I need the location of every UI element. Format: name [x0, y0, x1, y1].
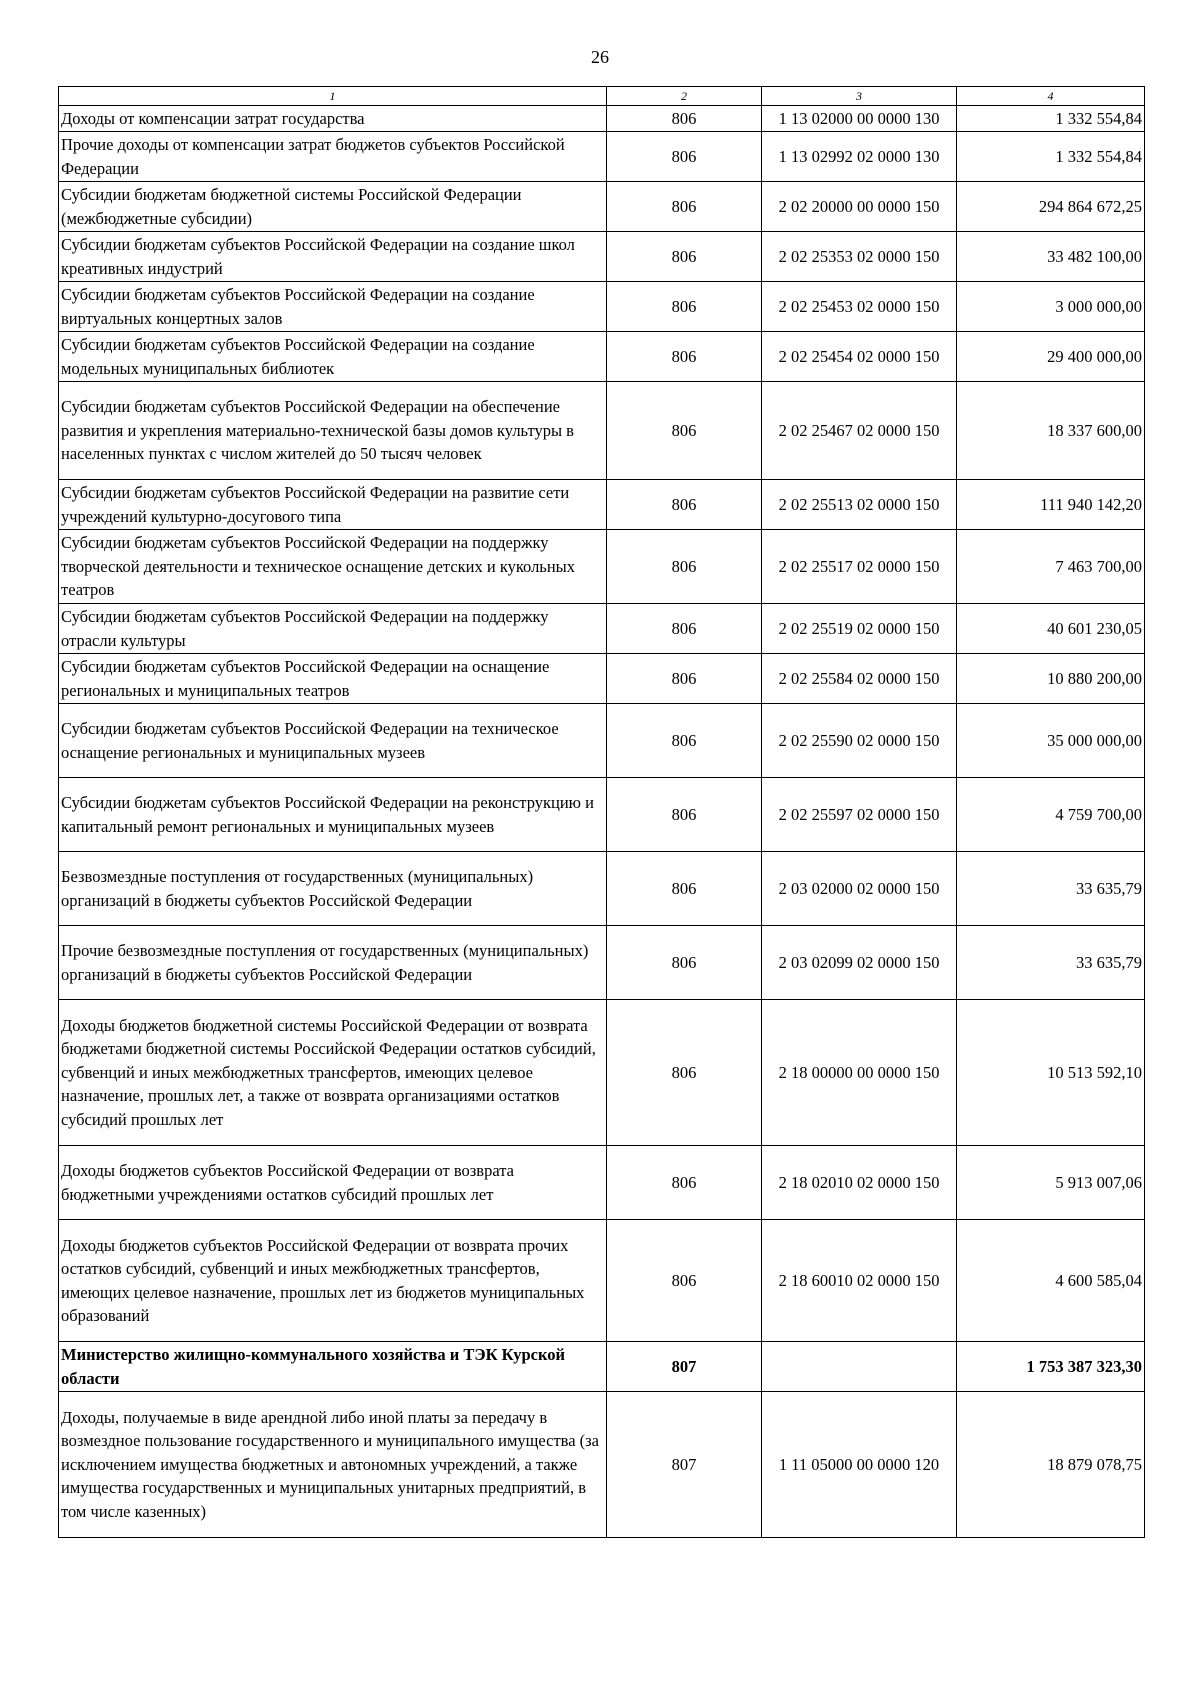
- row-budget-code: 2 02 25454 02 0000 150: [762, 332, 957, 382]
- table-row: [59, 480, 1145, 530]
- header-col-2: 2: [607, 87, 762, 106]
- row-admin-code: 806: [607, 382, 762, 480]
- row-budget-code: 2 02 25467 02 0000 150: [762, 382, 957, 480]
- row-budget-code: 2 02 25519 02 0000 150: [762, 604, 957, 654]
- row-amount: 294 864 672,25: [957, 182, 1145, 232]
- table-row: [59, 232, 1145, 282]
- row-admin-code: 806: [607, 282, 762, 332]
- row-amount: 10 880 200,00: [957, 654, 1145, 704]
- table-row: [59, 182, 1145, 232]
- row-budget-code: 2 02 25513 02 0000 150: [762, 480, 957, 530]
- row-budget-code: 2 03 02000 02 0000 150: [762, 852, 957, 926]
- row-amount: 4 759 700,00: [957, 778, 1145, 852]
- row-budget-code: 2 02 25517 02 0000 150: [762, 530, 957, 604]
- row-admin-code: 806: [607, 778, 762, 852]
- row-name: Субсидии бюджетам субъектов Российской Федерации на создание модельных муниципальных библиотек: [59, 332, 607, 382]
- row-admin-code: 806: [607, 232, 762, 282]
- row-budget-code: [762, 1342, 957, 1392]
- row-amount: 3 000 000,00: [957, 282, 1145, 332]
- row-admin-code: 806: [607, 926, 762, 1000]
- row-name: Субсидии бюджетам субъектов Российской Федерации на реконструкцию и капитальный ремонт региональных и муниципальных музеев: [59, 778, 607, 852]
- row-amount: 7 463 700,00: [957, 530, 1145, 604]
- row-budget-code: 1 11 05000 00 0000 120: [762, 1392, 957, 1538]
- page-number: 26: [591, 47, 609, 67]
- row-name: Безвозмездные поступления от государственных (муниципальных) организаций в бюджеты субъектов Российской Федерации: [59, 852, 607, 926]
- row-name: Субсидии бюджетам бюджетной системы Российской Федерации (межбюджетные субсидии): [59, 182, 607, 232]
- row-admin-code: 806: [607, 1220, 762, 1342]
- row-admin-code: 806: [607, 480, 762, 530]
- row-budget-code: 2 02 25584 02 0000 150: [762, 654, 957, 704]
- row-name: Субсидии бюджетам субъектов Российской Федерации на поддержку отрасли культуры: [59, 604, 607, 654]
- header-row: [59, 87, 1145, 106]
- header-col-1: 1: [59, 87, 607, 106]
- table-row: [59, 132, 1145, 182]
- header-col-3: 3: [762, 87, 957, 106]
- row-budget-code: 2 18 60010 02 0000 150: [762, 1220, 957, 1342]
- row-amount: 33 482 100,00: [957, 232, 1145, 282]
- row-name: Доходы бюджетов субъектов Российской Федерации от возврата бюджетными учреждениями остатков субсидий прошлых лет: [59, 1146, 607, 1220]
- row-amount: 35 000 000,00: [957, 704, 1145, 778]
- table-row: [59, 1342, 1145, 1392]
- row-amount: 33 635,79: [957, 852, 1145, 926]
- row-amount: 5 913 007,06: [957, 1146, 1145, 1220]
- revenue-table: [58, 86, 1145, 1538]
- row-admin-code: 806: [607, 604, 762, 654]
- row-budget-code: 2 02 25353 02 0000 150: [762, 232, 957, 282]
- table-row: [59, 332, 1145, 382]
- row-name: Субсидии бюджетам субъектов Российской Федерации на создание школ креативных индустрий: [59, 232, 607, 282]
- row-name: Субсидии бюджетам субъектов Российской Федерации на поддержку творческой деятельности и техническое оснащение детских и кукольных театров: [59, 530, 607, 604]
- table-row: [59, 106, 1145, 132]
- table-row: [59, 1000, 1145, 1146]
- row-admin-code: 806: [607, 530, 762, 604]
- table-row: [59, 1146, 1145, 1220]
- row-admin-code: 806: [607, 654, 762, 704]
- row-admin-code: 806: [607, 332, 762, 382]
- row-budget-code: 2 02 25590 02 0000 150: [762, 704, 957, 778]
- row-name: Субсидии бюджетам субъектов Российской Федерации на техническое оснащение региональных и муниципальных музеев: [59, 704, 607, 778]
- row-name: Субсидии бюджетам субъектов Российской Федерации на обеспечение развития и укрепления материально-технической базы домов культуры в населенных пунктах с числом жителей до 50 тысяч человек: [59, 382, 607, 480]
- row-name: Субсидии бюджетам субъектов Российской Федерации на оснащение региональных и муниципальных театров: [59, 654, 607, 704]
- table-row: [59, 1392, 1145, 1538]
- row-admin-code: 806: [607, 852, 762, 926]
- row-name: Прочие доходы от компенсации затрат бюджетов субъектов Российской Федерации: [59, 132, 607, 182]
- row-admin-code: 806: [607, 182, 762, 232]
- table-row: [59, 530, 1145, 604]
- row-admin-code: 806: [607, 1146, 762, 1220]
- row-name: Доходы, получаемые в виде арендной либо иной платы за передачу в возмездное пользование государственного и муниципального имущества (за исключением имущества бюджетных и автономных учреждений, а также имущества государственных и муниципальных унитарных предприятий, в том числе казенных): [59, 1392, 607, 1538]
- row-admin-code: 806: [607, 132, 762, 182]
- row-name: Доходы бюджетов бюджетной системы Российской Федерации от возврата бюджетами бюджетной системы Российской Федерации остатков субсидий, субвенций и иных межбюджетных трансфертов, имеющих целевое назначение, прошлых лет, а также от возврата организациями остатков субсидий прошлых лет: [59, 1000, 607, 1146]
- row-amount: 1 753 387 323,30: [957, 1342, 1145, 1392]
- row-amount: 18 879 078,75: [957, 1392, 1145, 1538]
- row-amount: 1 332 554,84: [957, 106, 1145, 132]
- table-row: [59, 704, 1145, 778]
- row-admin-code: 806: [607, 1000, 762, 1146]
- row-amount: 111 940 142,20: [957, 480, 1145, 530]
- row-name: Доходы от компенсации затрат государства: [59, 106, 607, 132]
- row-budget-code: 1 13 02992 02 0000 130: [762, 132, 957, 182]
- table-row: [59, 778, 1145, 852]
- row-admin-code: 807: [607, 1342, 762, 1392]
- row-budget-code: 2 02 20000 00 0000 150: [762, 182, 957, 232]
- table-row: [59, 604, 1145, 654]
- row-budget-code: 2 18 00000 00 0000 150: [762, 1000, 957, 1146]
- table-row: [59, 282, 1145, 332]
- row-amount: 40 601 230,05: [957, 604, 1145, 654]
- row-name: Доходы бюджетов субъектов Российской Федерации от возврата прочих остатков субсидий, субвенций и иных межбюджетных трансфертов, имеющих целевое назначение, прошлых лет из бюджетов муниципальных образований: [59, 1220, 607, 1342]
- row-admin-code: 806: [607, 106, 762, 132]
- row-amount: 33 635,79: [957, 926, 1145, 1000]
- row-name: Министерство жилищно-коммунального хозяйства и ТЭК Курской области: [59, 1342, 607, 1392]
- table-row: [59, 382, 1145, 480]
- row-amount: 29 400 000,00: [957, 332, 1145, 382]
- row-admin-code: 806: [607, 704, 762, 778]
- row-budget-code: 1 13 02000 00 0000 130: [762, 106, 957, 132]
- row-name: Субсидии бюджетам субъектов Российской Федерации на развитие сети учреждений культурно-досугового типа: [59, 480, 607, 530]
- row-budget-code: 2 02 25597 02 0000 150: [762, 778, 957, 852]
- row-admin-code: 807: [607, 1392, 762, 1538]
- table-row: [59, 1220, 1145, 1342]
- header-col-4: 4: [957, 87, 1145, 106]
- row-amount: 4 600 585,04: [957, 1220, 1145, 1342]
- table-row: [59, 654, 1145, 704]
- row-budget-code: 2 02 25453 02 0000 150: [762, 282, 957, 332]
- row-budget-code: 2 03 02099 02 0000 150: [762, 926, 957, 1000]
- row-budget-code: 2 18 02010 02 0000 150: [762, 1146, 957, 1220]
- row-name: Прочие безвозмездные поступления от государственных (муниципальных) организаций в бюджеты субъектов Российской Федерации: [59, 926, 607, 1000]
- row-amount: 18 337 600,00: [957, 382, 1145, 480]
- row-amount: 10 513 592,10: [957, 1000, 1145, 1146]
- row-amount: 1 332 554,84: [957, 132, 1145, 182]
- table-row: [59, 852, 1145, 926]
- table-row: [59, 926, 1145, 1000]
- row-name: Субсидии бюджетам субъектов Российской Федерации на создание виртуальных концертных залов: [59, 282, 607, 332]
